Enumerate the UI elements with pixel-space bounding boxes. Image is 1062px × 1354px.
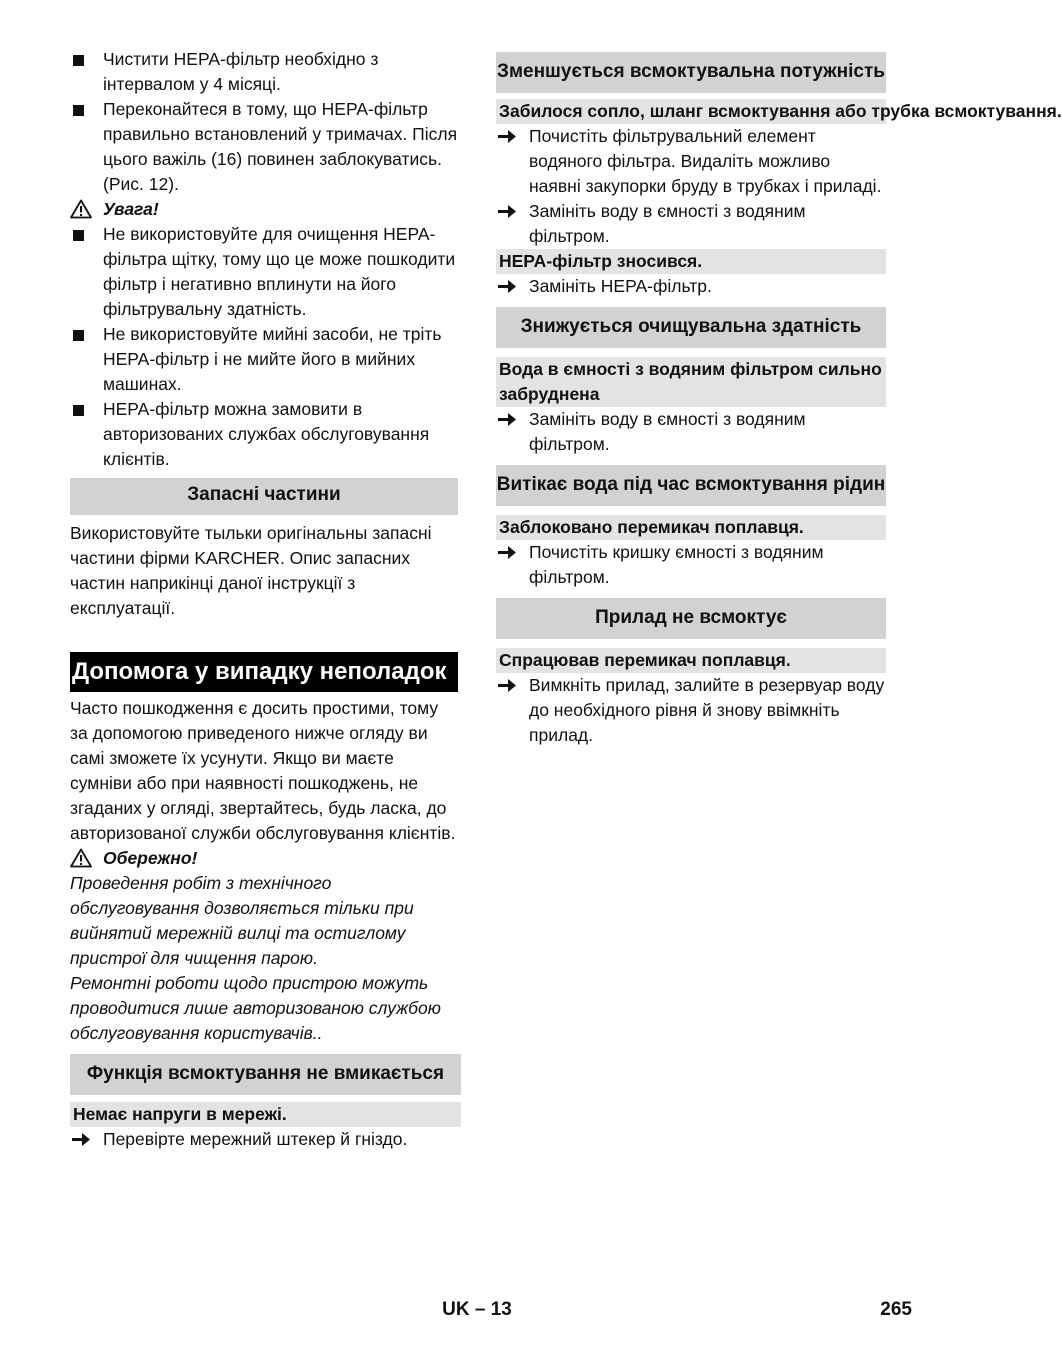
subheading-float-blocked: Заблоковано перемикач поплавця. — [496, 515, 886, 540]
chapter-title: Допомога у випадку неполадок — [70, 652, 458, 692]
bullet-item: Чистити HEPA-фільтр необхідно з інтервалом у 4 місяці. — [70, 47, 458, 97]
section-heading-cleaning-reduced: Знижується очищувальна здатність — [496, 307, 886, 348]
subheading-hepa-worn: HEPA-фільтр зносився. — [496, 249, 886, 274]
action-item: Почистіть кришку ємності з водяним фільтром. — [496, 540, 886, 590]
action-item: Вимкніть прилад, залийте в резервуар воду до необхідного рівня й знову ввімкніть прилад. — [496, 673, 886, 748]
spare-parts-text: Використовуйте тыльки оригінальны запасні частини фірми KARCHER. Опис запасних частин наприкінці даної інструкції з експлуатації. — [70, 523, 432, 618]
bullet-square-icon — [73, 55, 84, 66]
right-column — [496, 47, 1062, 748]
bullet-item: HEPA-фільтр можна замовити в авторизованих службах обслуговування клієнтів. — [70, 397, 458, 472]
arrow-right-icon — [496, 407, 518, 432]
bullet-item: Переконайтеся в тому, що HEPA-фільтр правильно встановлений у тримачах. Після цього важіль (16) повинен заблокуватись. (Рис. 12). — [70, 97, 458, 197]
section-heading-spare-parts: Запасні частини — [70, 478, 458, 515]
caution-label: Обережно! — [70, 846, 458, 871]
chapter-intro: Часто пошкодження є досить простими, тому за допомогою приведеного нижче огляду ви самі зможете їх усунути. Якщо ви маєте сумніви або при наявності пошкоджень, не згаданих у огляді, звертайтесь, будь ласка, до авторизованої служби обслуговування клієнтів. — [70, 698, 456, 843]
caution-text: Ремонтні роботи щодо пристрою можуть проводитися лише авторизованою службою обслуговування користувачів.. — [70, 973, 441, 1043]
section-heading-suction-reduced: Зменшується всмоктувальна потужність — [496, 52, 886, 93]
warning-triangle-icon — [70, 848, 92, 868]
subheading-float-triggered: Спрацював перемикач поплавця. — [496, 648, 886, 673]
arrow-right-icon — [496, 673, 518, 698]
action-item: Замініть воду в ємності з водяним фільтром. — [496, 407, 886, 457]
section-heading-suction-off: Функція всмоктування не вмикається — [70, 1054, 461, 1095]
bullet-item: Не використовуйте для очищення HEPA-фільтра щітку, тому що це може пошкодити фільтр і негативно вплинути на його фільтрувальну здатність. — [70, 222, 458, 322]
arrow-right-icon — [496, 540, 518, 565]
bullet-square-icon — [73, 405, 84, 416]
action-item: Замініть HEPA-фільтр. — [496, 274, 886, 299]
warning-label: Увага! — [70, 197, 458, 222]
footer-page-number: 265 — [880, 1299, 912, 1320]
bullet-square-icon — [73, 330, 84, 341]
footer-section-label: UK – 13 — [442, 1299, 512, 1320]
bullet-square-icon — [73, 230, 84, 241]
left-column — [70, 47, 458, 1152]
section-heading-water-leak: Витікає вода під час всмоктування рідин — [496, 465, 886, 506]
section-heading-no-suction: Прилад не всмоктує — [496, 598, 886, 639]
arrow-right-icon — [496, 274, 518, 299]
action-item: Почистіть фільтрувальний елемент водяного фільтра. Видаліть можливо наявні закупорки бруду в трубках і приладі. — [496, 124, 886, 199]
subheading-water-dirty: Вода в ємності з водяним фільтром сильно забруднена — [496, 357, 886, 407]
bullet-item: Не використовуйте мийні засоби, не тріть HEPA-фільтр і не мийте його в мийних машинах. — [70, 322, 458, 397]
action-item: Замініть воду в ємності з водяним фільтром. — [496, 199, 886, 249]
subheading-no-power: Немає напруги в мережі. — [70, 1102, 461, 1127]
arrow-right-icon — [496, 199, 518, 224]
caution-text: Проведення робіт з технічного обслуговування дозволяється тільки при вийнятий мережній вилці та остиглому пристрої для чищення парою. — [70, 873, 414, 968]
action-item: Перевірте мережний штекер й гніздо. — [70, 1127, 458, 1152]
subheading-clogged: Забилося сопло, шланг всмоктування або трубка всмоктування. — [496, 99, 886, 124]
warning-triangle-icon — [70, 199, 92, 219]
arrow-right-icon — [496, 124, 518, 149]
bullet-square-icon — [73, 105, 84, 116]
arrow-right-icon — [70, 1127, 92, 1152]
